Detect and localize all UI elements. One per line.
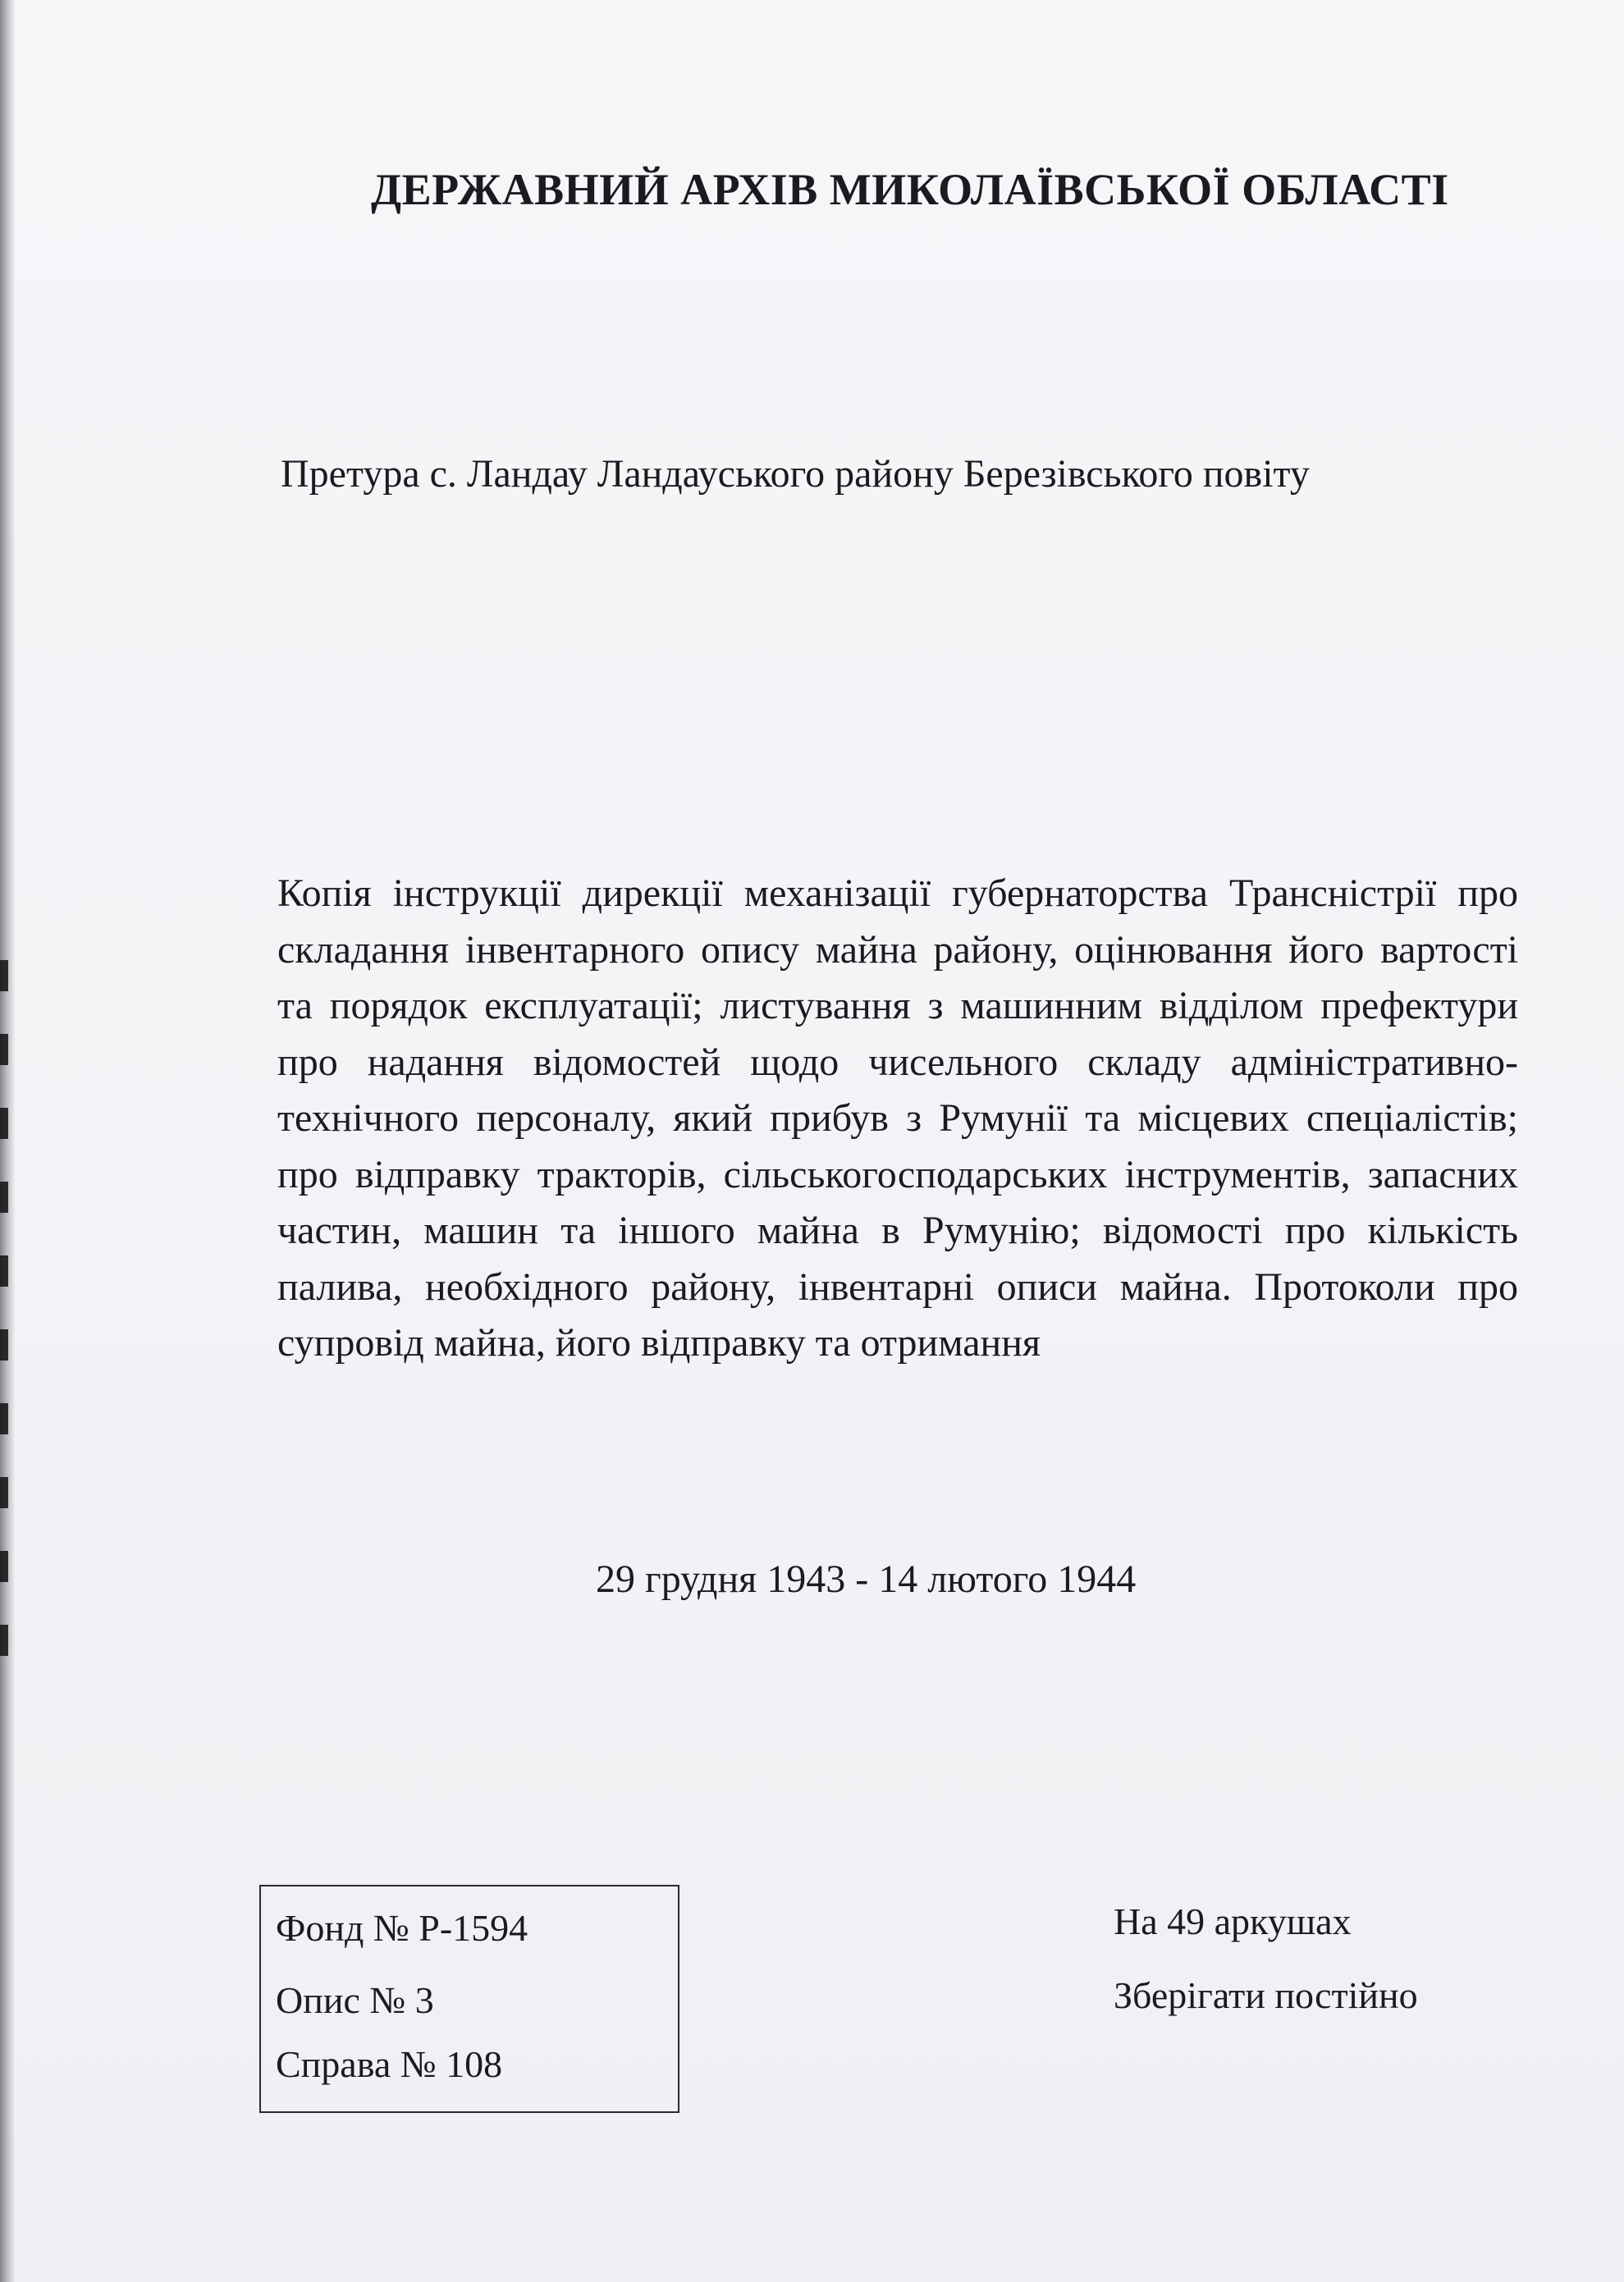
case-date-range: 29 грудня 1943 - 14 лютого 1944	[596, 1557, 1137, 1601]
archive-reference-box	[259, 1885, 679, 2113]
sheet-count: На 49 аркушах	[1114, 1900, 1352, 1942]
institution-name: Претура с. Ландау Ландауського району Березівського повіту	[281, 452, 1310, 496]
case-description: Копія інструкції дирекції механізації губернаторства Трансністрії про складання інвентарного опису майна району, оцінювання його вартості та порядок експлуатації; листування з машинним відділом префектури про надання відомостей щодо чисельного складу адміністративно-технічного персоналу, який прибув з Румунії та місцевих спеціалістів; про відправку тракторів, сільськогосподарських інструментів, запасних частин, машин та іншого майна в Румунію; відомості про кількість палива, необхідного району, інвентарні описи майна. Протоколи про супровід майна, його відправку та отримання	[277, 871, 1518, 1365]
archive-title: ДЕРЖАВНИЙ АРХІВ МИКОЛАЇВСЬКОЇ ОБЛАСТІ	[371, 165, 1449, 214]
scan-binding-marks	[0, 960, 8, 1699]
sprava-number: Справа № 108	[276, 2043, 503, 2085]
opys-number: Опис № 3	[276, 1979, 434, 2021]
storage-term: Зберігати постійно	[1114, 1974, 1418, 2016]
fond-number: Фонд № Р-1594	[276, 1907, 528, 1949]
